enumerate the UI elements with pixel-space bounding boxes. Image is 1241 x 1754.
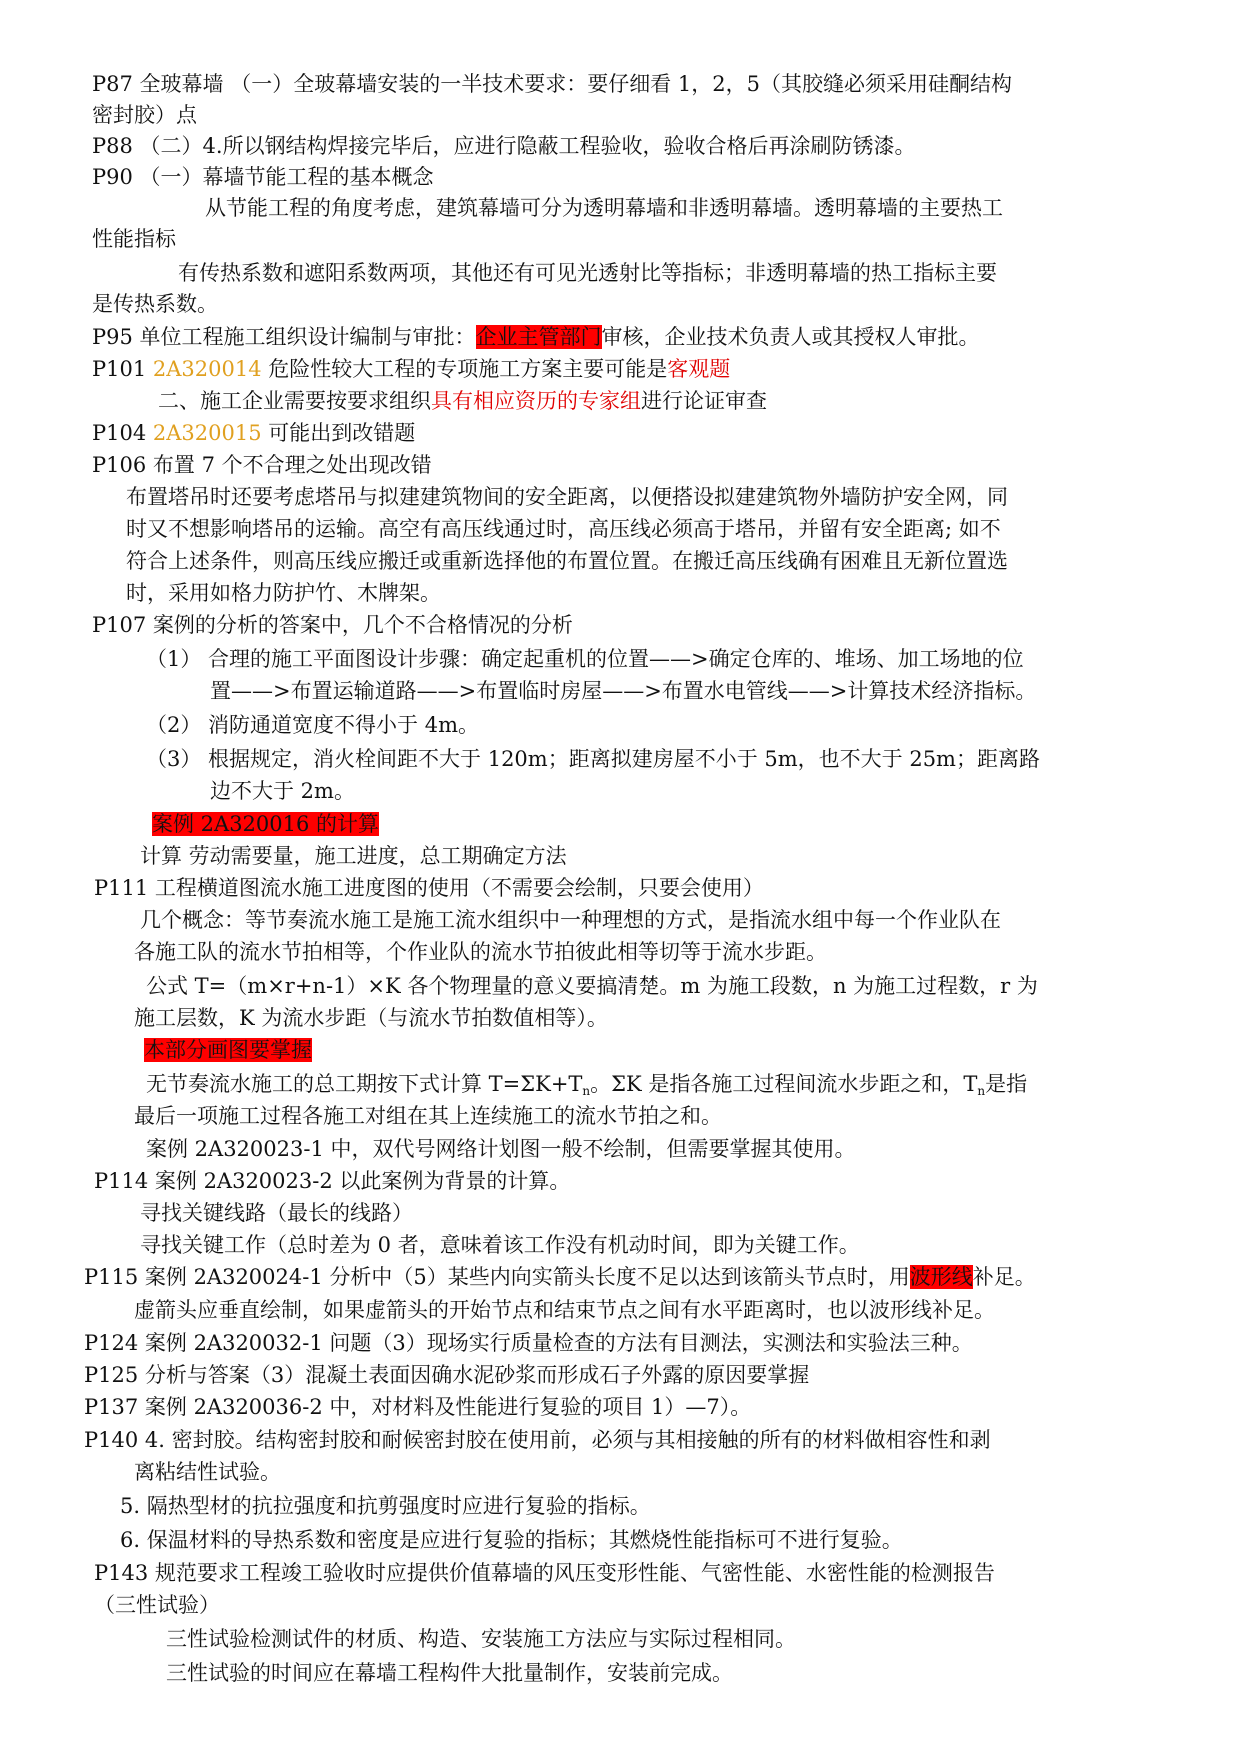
text-line xyxy=(134,1003,608,1033)
text-line xyxy=(92,289,218,319)
text-line xyxy=(126,546,1008,576)
text-line xyxy=(210,676,1036,706)
text-line xyxy=(92,610,573,640)
text-run: P104 xyxy=(92,421,153,445)
text-line xyxy=(146,710,479,740)
text-run: 审核，企业技术负责人或其授权人审批。 xyxy=(601,325,980,349)
text-line xyxy=(134,1295,995,1325)
text-run: 是指 xyxy=(985,1072,1028,1096)
text-line xyxy=(134,937,827,967)
text-line xyxy=(158,386,767,416)
subscript-text: n xyxy=(582,1084,591,1098)
text-run: P124 案例 2A320032-1 问题（3）现场实行质量检查的方法有目测法，实测法和实验法三种。 xyxy=(84,1331,973,1355)
text-run: P143 规范要求工程竣工验收时应提供价值幕墙的风压变形性能、气密性能、水密性能的检测报告 xyxy=(94,1561,995,1585)
text-run: 边不大于 2m。 xyxy=(210,779,355,803)
text-line xyxy=(140,905,1001,935)
text-line xyxy=(140,1198,413,1228)
text-run: 几个概念：等节奏流水施工是施工流水组织中一种理想的方式，是指流水组中每一个作业队在 xyxy=(140,908,1001,932)
text-line xyxy=(205,193,1003,223)
text-run: 有传热系数和遮阳系数两项，其他还有可见光透射比等指标；非透明幕墙的热工指标主要 xyxy=(178,261,997,285)
text-line xyxy=(94,873,764,903)
text-line xyxy=(84,1392,751,1422)
colored-text: 2A320014 xyxy=(152,357,262,381)
text-line xyxy=(126,482,1008,512)
text-line xyxy=(140,1230,860,1260)
text-line xyxy=(126,578,441,608)
text-line xyxy=(84,1425,991,1455)
text-line xyxy=(92,131,916,161)
text-run: 时又不想影响塔吊的运输。高空有高压线通过时，高压线必须高于塔吊，并留有安全距离; 如不 xyxy=(126,517,1001,541)
text-run: P101 xyxy=(92,357,153,381)
highlighted-text: 案例 2A320016 的计算 xyxy=(152,812,380,836)
text-run: 从节能工程的角度考虑，建筑幕墙可分为透明幕墙和非透明幕墙。透明幕墙的主要热工 xyxy=(205,196,1003,220)
text-run: 无节奏流水施工的总工期按下式计算 T=ΣK+T xyxy=(146,1072,583,1096)
text-run: 三性试验的时间应在幕墙工程构件大批量制作，安装前完成。 xyxy=(166,1661,733,1685)
text-run: 补足。 xyxy=(972,1265,1036,1289)
text-run: 公式 T=（m×r+n-1）×K 各个物理量的意义要搞清楚。m 为施工段数，n 为施工过程数，r 为 xyxy=(146,974,1038,998)
text-run: 进行论证审查 xyxy=(641,389,767,413)
text-run: 可能出到改错题 xyxy=(261,421,416,445)
text-run: 寻找关键线路（最长的线路） xyxy=(140,1201,413,1225)
text-line xyxy=(92,418,415,448)
subscript-text: n xyxy=(977,1084,986,1098)
text-run: P95 单位工程施工组织设计编制与审批： xyxy=(92,325,476,349)
text-run: 5. 隔热型材的抗拉强度和抗剪强度时应进行复验的指标。 xyxy=(120,1494,651,1518)
text-run: 性能指标 xyxy=(92,227,176,251)
text-run: P137 案例 2A320036-2 中，对材料及性能进行复验的项目 1）—7）。 xyxy=(84,1395,752,1419)
text-run: P114 案例 2A320023-2 以此案例为背景的计算。 xyxy=(94,1169,571,1193)
text-line xyxy=(84,1360,809,1390)
text-line xyxy=(146,744,1040,774)
highlighted-text: 本部分画图要掌握 xyxy=(144,1038,312,1062)
text-line xyxy=(92,69,1012,99)
text-run: 是传热系数。 xyxy=(92,292,218,316)
text-line xyxy=(92,450,432,480)
text-line xyxy=(126,514,1001,544)
text-run: 时，采用如格力防护竹、木牌架。 xyxy=(126,581,441,605)
text-run: 布置塔吊时还要考虑塔吊与拟建建筑物间的安全距离，以便搭设拟建建筑物外墙防护安全网，同 xyxy=(126,485,1008,509)
text-line xyxy=(178,258,997,288)
text-run: 寻找关键工作（总时差为 0 者，意味着该工作没有机动时间，即为关键工作。 xyxy=(140,1233,860,1257)
text-run: P87 全玻幕墙 （一）全玻幕墙安装的一半技术要求：要仔细看 1，2，5（其胶缝必须采用硅酮结构 xyxy=(92,72,1012,96)
text-line xyxy=(146,1134,856,1164)
text-run: P90 （一）幕墙节能工程的基本概念 xyxy=(92,165,434,189)
text-run: （3） 根据规定，消火栓间距不大于 120m；距离拟建房屋不小于 5m，也不大于 25m；距离路 xyxy=(146,747,1040,771)
text-run: 6. 保温材料的导热系数和密度是应进行复验的指标；其燃烧性能指标可不进行复验。 xyxy=(120,1528,903,1552)
text-line xyxy=(144,1035,312,1065)
highlighted-text: 企业主管部门 xyxy=(475,325,602,349)
text-run: 二、施工企业需要按要求组织 xyxy=(158,389,431,413)
text-run: 。ΣK 是指各施工过程间流水步距之和，T xyxy=(590,1072,978,1096)
text-run: P106 布置 7 个不合理之处出现改错 xyxy=(92,453,432,477)
text-line xyxy=(134,1457,281,1487)
text-line xyxy=(146,1069,1027,1099)
text-run: （1） 合理的施工平面图设计步骤：确定起重机的位置——>确定仓库的、堆场、加工场地的位 xyxy=(146,647,1024,671)
text-run: P140 4. 密封胶。结构密封胶和耐候密封胶在使用前，必须与其相接触的所有的材料做相容性和剥 xyxy=(84,1428,991,1452)
text-run: 虚箭头应垂直绘制，如果虚箭头的开始节点和结束节点之间有水平距离时，也以波形线补足。 xyxy=(134,1298,995,1322)
text-line xyxy=(134,1101,722,1131)
text-line xyxy=(120,1491,651,1521)
text-line xyxy=(84,1262,1036,1292)
text-line xyxy=(84,1328,973,1358)
text-line xyxy=(140,841,567,871)
text-run: 符合上述条件，则高压线应搬迁或重新选择他的布置位置。在搬迁高压线确有困难且无新位置选 xyxy=(126,549,1008,573)
text-run: 密封胶）点 xyxy=(92,103,197,127)
text-line xyxy=(94,1166,570,1196)
text-line xyxy=(120,1525,903,1555)
text-run: 置——>布置运输道路——>布置临时房屋——>布置水电管线——>计算技术经济指标。 xyxy=(210,679,1037,703)
text-line xyxy=(210,776,355,806)
text-line xyxy=(92,354,730,384)
text-line xyxy=(94,1590,220,1620)
text-line xyxy=(166,1624,796,1654)
text-line xyxy=(94,1558,995,1588)
text-line xyxy=(92,224,176,254)
text-run: P107 案例的分析的答案中，几个不合格情况的分析 xyxy=(92,613,573,637)
text-run: 危险性较大工程的专项施工方案主要可能是 xyxy=(261,357,668,381)
colored-text: 客观题 xyxy=(667,357,731,381)
text-line xyxy=(166,1658,733,1688)
text-line xyxy=(146,971,1038,1001)
text-run: P115 案例 2A320024-1 分析中（5）某些内向实箭头长度不足以达到该箭头节点时，用 xyxy=(84,1265,910,1289)
text-line xyxy=(146,644,1024,674)
text-run: 最后一项施工过程各施工对组在其上连续施工的流水节拍之和。 xyxy=(134,1104,722,1128)
colored-text: 具有相应资历的专家组 xyxy=(431,389,641,413)
text-run: （2） 消防通道宽度不得小于 4m。 xyxy=(146,713,479,737)
colored-text: 2A320015 xyxy=(152,421,262,445)
text-run: P88 （二）4.所以钢结构焊接完毕后，应进行隐蔽工程验收，验收合格后再涂刷防锈漆。 xyxy=(92,134,916,158)
text-line xyxy=(92,322,980,352)
text-run: 三性试验检测试件的材质、构造、安装施工方法应与实际过程相同。 xyxy=(166,1627,796,1651)
text-run: 离粘结性试验。 xyxy=(134,1460,281,1484)
text-run: P111 工程横道图流水施工进度图的使用（不需要会绘制，只要会使用） xyxy=(94,876,764,900)
text-run: 施工层数，K 为流水步距（与流水节拍数值相等）。 xyxy=(134,1006,608,1030)
text-run: 计算 劳动需要量，施工进度，总工期确定方法 xyxy=(140,844,567,868)
text-line xyxy=(92,162,434,192)
highlighted-text: 波形线 xyxy=(909,1265,973,1289)
text-run: 案例 2A320023-1 中，双代号网络计划图一般不绘制，但需要掌握其使用。 xyxy=(146,1137,856,1161)
text-line xyxy=(152,809,379,839)
text-run: P125 分析与答案（3）混凝土表面因确水泥砂浆而形成石子外露的原因要掌握 xyxy=(84,1363,810,1387)
text-run: 各施工队的流水节拍相等，个作业队的流水节拍彼此相等切等于流水步距。 xyxy=(134,940,827,964)
text-line xyxy=(92,100,197,130)
text-run: （三性试验） xyxy=(94,1593,220,1617)
